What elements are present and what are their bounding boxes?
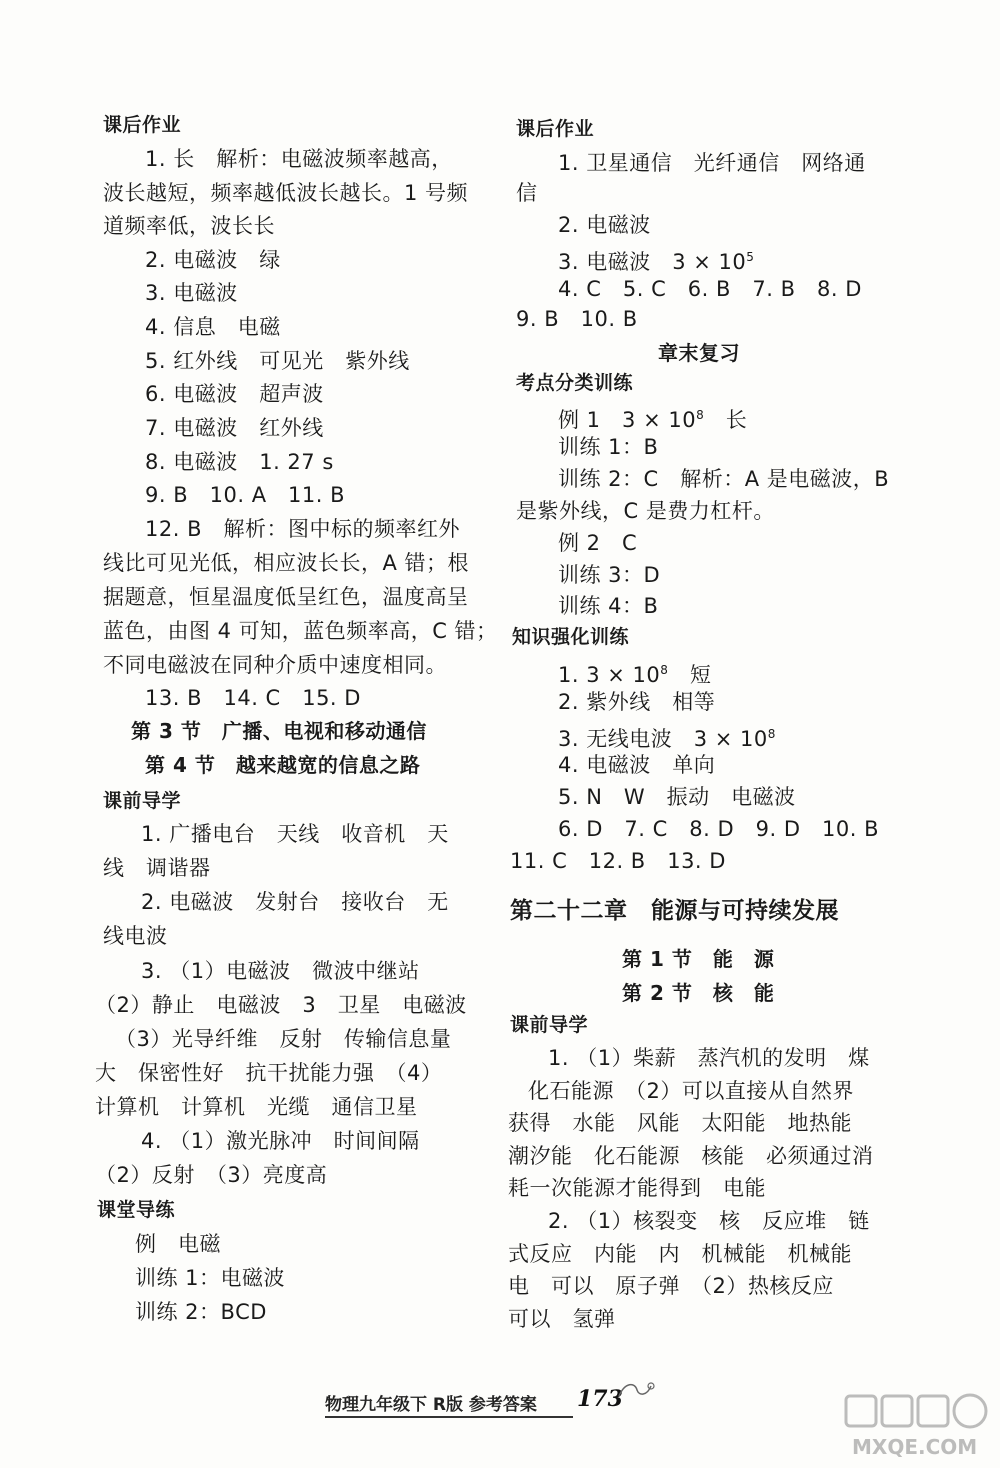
answer-line: 5. N W 振动 电磁波 xyxy=(558,785,796,809)
footer-divider xyxy=(325,1416,573,1418)
answer-line: 3. 电磁波 xyxy=(145,281,238,305)
answer-line: 2. 紫外线 相等 xyxy=(558,690,716,714)
answer-line: 2. （1）核裂变 核 反应堆 链 xyxy=(548,1209,870,1233)
homework-heading: 课后作业 xyxy=(103,114,182,136)
answer-line: 3. 电磁波 $3 \times 10^5$ xyxy=(558,250,755,274)
answer-line: （2）静止 电磁波 3 卫星 电磁波 xyxy=(95,993,467,1017)
knowledge-training-heading: 知识强化训练 xyxy=(512,626,630,648)
answer-line: 3. 无线电波 $3 \times 10^8$ xyxy=(558,727,776,751)
answer-line: 1. $3 \times 10^8$ 短 xyxy=(558,663,712,687)
answer-line: 电 可以 原子弹 （2）热核反应 xyxy=(508,1274,834,1298)
watermark-logo xyxy=(842,1392,992,1462)
svg-text:MXQE.COM: MXQE.COM xyxy=(852,1435,978,1459)
category-training-heading: 考点分类训练 xyxy=(516,372,634,394)
footer-title: 物理九年级下 R版 参考答案 xyxy=(325,1395,537,1415)
answer-line: 信 xyxy=(516,181,538,205)
answer-line: 11. C 12. B 13. D xyxy=(510,849,726,873)
answer-line: 不同电磁波在同种介质中速度相同。 xyxy=(103,653,447,677)
answer-line: 可以 氢弹 xyxy=(508,1307,616,1331)
chapter-title: 第二十二章 能源与可持续发展 xyxy=(510,898,839,924)
answer-line: （3）光导纤维 反射 传输信息量 xyxy=(115,1027,452,1051)
answer-line: 例 电磁 xyxy=(135,1232,221,1256)
page-footer xyxy=(325,1384,645,1420)
answer-line: 2. 电磁波 xyxy=(558,213,651,237)
answer-line: 潮汐能 化石能源 核能 必须通过消 xyxy=(508,1144,874,1168)
answer-line: 计算机 计算机 光缆 通信卫星 xyxy=(95,1095,418,1119)
answer-line: 训练 2：BCD xyxy=(135,1300,267,1324)
answer-line: 3. （1）电磁波 微波中继站 xyxy=(141,959,420,983)
page-number: 173 xyxy=(577,1386,623,1412)
classwork-heading: 课堂导练 xyxy=(97,1199,176,1221)
answer-line: 2. 电磁波 绿 xyxy=(145,248,281,272)
section-title: 第 1 节 能 源 xyxy=(622,947,775,971)
answer-line: 9. B 10. A 11. B xyxy=(145,483,346,507)
answer-line: 4. （1）激光脉冲 时间间隔 xyxy=(141,1129,420,1153)
answer-line: 大 保密性好 抗干扰能力强 （4） xyxy=(95,1061,443,1085)
answer-line: 12. B 解析：图中标的频率红外 xyxy=(145,517,460,541)
answer-line: 4. C 5. C 6. B 7. B 8. D xyxy=(558,277,862,301)
answer-line: 训练 4：B xyxy=(558,594,659,618)
section-title: 第 3 节 广播、电视和移动通信 xyxy=(131,719,427,743)
answer-line: 9. B 10. B xyxy=(516,307,638,331)
answer-line: 4. 电磁波 单向 xyxy=(558,753,716,777)
answer-line: 训练 3：D xyxy=(558,563,661,587)
answer-line: 训练 1：B xyxy=(558,435,659,459)
answer-line: 6. D 7. C 8. D 9. D 10. B xyxy=(558,817,879,841)
answer-line: 1. （1）柴薪 蒸汽机的发明 煤 xyxy=(548,1046,870,1070)
chapter-review-title: 章末复习 xyxy=(658,341,740,365)
answer-line: 线比可见光低，相应波长长，A 错；根 xyxy=(103,551,470,575)
answer-line: 化石能源 （2）可以直接从自然界 xyxy=(528,1079,854,1103)
answer-line: 5. 红外线 可见光 紫外线 xyxy=(145,349,410,373)
answer-line: 波长越短，频率越低波长越长。1 号频 xyxy=(103,181,469,205)
answer-line: 据题意，恒星温度低呈红色，温度高呈 xyxy=(103,585,469,609)
answer-line: 1. 长 解析：电磁波频率越高， xyxy=(145,147,453,171)
answer-line: 训练 2：C 解析：A 是电磁波，B xyxy=(558,467,890,491)
answer-line: 道频率低，波长长 xyxy=(103,214,275,238)
answer-line: 8. 电磁波 1. 27 s xyxy=(145,450,334,474)
answer-line: 耗一次能源才能得到 电能 xyxy=(508,1176,766,1200)
answer-line: 是紫外线，C 是费力杠杆。 xyxy=(516,499,775,523)
section-title: 第 4 节 越来越宽的信息之路 xyxy=(145,753,421,777)
answer-line: 例 2 C xyxy=(558,531,638,555)
answer-line: 4. 信息 电磁 xyxy=(145,315,281,339)
answer-line: 例 1 $3 \times 10^8$ 长 xyxy=(558,408,748,432)
answer-line: 训练 1：电磁波 xyxy=(135,1266,286,1290)
answer-line: 1. 广播电台 天线 收音机 天 xyxy=(141,822,449,846)
homework-heading: 课后作业 xyxy=(516,118,595,140)
answer-line: 7. 电磁波 红外线 xyxy=(145,416,324,440)
answer-line: 线 调谐器 xyxy=(103,856,211,880)
preview-heading: 课前导学 xyxy=(510,1014,589,1036)
preview-heading: 课前导学 xyxy=(103,790,182,812)
ornament-icon xyxy=(617,1378,655,1402)
answer-line: 获得 水能 风能 太阳能 地热能 xyxy=(508,1111,852,1135)
answer-line: 线电波 xyxy=(103,924,168,948)
section-title: 第 2 节 核 能 xyxy=(622,981,775,1005)
answer-line: 1. 卫星通信 光纤通信 网络通 xyxy=(558,151,866,175)
answer-line: 蓝色，由图 4 可知，蓝色频率高，C 错； xyxy=(103,619,498,643)
answer-line: 13. B 14. C 15. D xyxy=(145,686,361,710)
answer-line: （2）反射 （3）亮度高 xyxy=(95,1163,328,1187)
answer-line: 6. 电磁波 超声波 xyxy=(145,382,324,406)
answer-line: 式反应 内能 内 机械能 机械能 xyxy=(508,1242,852,1266)
answer-line: 2. 电磁波 发射台 接收台 无 xyxy=(141,890,449,914)
